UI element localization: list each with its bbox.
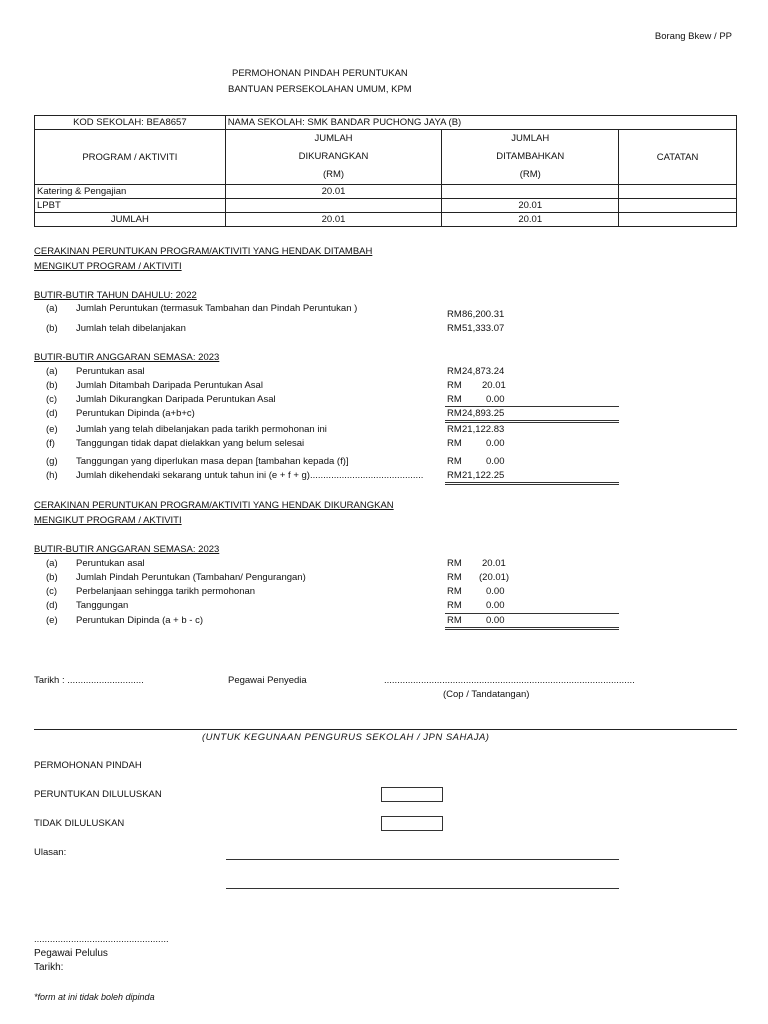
item-label: Tanggungan: [76, 600, 129, 611]
signature-dots: ...............................................................................................: [384, 675, 635, 686]
rejected-label: TIDAK DILULUSKAN: [34, 818, 125, 829]
item-amount: 24,873.24: [462, 366, 505, 377]
school-name: NAMA SEKOLAH: SMK BANDAR PUCHONG JAYA (B): [225, 116, 736, 130]
row-plus: 20.01: [442, 199, 619, 213]
school-code: KOD SEKOLAH: BEA8657: [35, 116, 226, 130]
item-label: Peruntukan asal: [76, 366, 145, 377]
row-note: [619, 185, 737, 199]
item-letter: (b): [46, 323, 58, 334]
item-letter: (f): [46, 438, 55, 449]
item-amount: 0.00: [486, 394, 505, 405]
item-currency: RM: [447, 394, 462, 405]
item-amount: 0.00: [486, 586, 505, 597]
minus-heading-1: CERAKINAN PERUNTUKAN PROGRAM/AKTIVITI YANG HENDAK DIKURANGKAN: [34, 500, 394, 511]
form-title-line1: PERMOHONAN PINDAH PERUNTUKAN: [232, 68, 408, 79]
office-heading: (UNTUK KEGUNAAN PENGURUS SEKOLAH / JPN SAHAJA): [202, 732, 490, 743]
rejected-checkbox[interactable]: [381, 816, 443, 831]
table-row: [35, 185, 737, 199]
item-letter: (a): [46, 558, 58, 569]
item-label: Jumlah Peruntukan (termasuk Tambahan dan Pindah Peruntukan ): [76, 303, 358, 314]
row-note: [619, 199, 737, 213]
item-letter: (h): [46, 470, 58, 481]
minus-heading-2: MENGIKUT PROGRAM / AKTIVITI: [34, 515, 182, 526]
item-amount: (20.01): [479, 572, 510, 583]
sum-line: [445, 627, 619, 628]
item-amount: 21,122.25: [462, 470, 505, 481]
item-currency: RM: [447, 438, 462, 449]
approver-date-label: Tarikh:: [34, 962, 64, 973]
school-row: [35, 116, 737, 130]
item-label: Tanggungan yang diperlukan masa depan [tambahan kepada (f)]: [76, 456, 349, 467]
item-letter: (a): [46, 366, 58, 377]
item-letter: (g): [46, 456, 58, 467]
table-total-row: [35, 213, 737, 227]
item-label: Peruntukan Dipinda (a + b - c): [76, 615, 203, 626]
sum-line: [445, 629, 619, 630]
item-currency: RM: [447, 408, 462, 419]
remarks-line[interactable]: [226, 859, 619, 860]
total-plus: 20.01: [442, 213, 619, 227]
col-minus-header: JUMLAH DIKURANGKAN (RM): [225, 130, 442, 185]
table-row: [35, 199, 737, 213]
item-currency: RM: [447, 323, 462, 334]
item-letter: (c): [46, 394, 58, 405]
item-label: Jumlah dikehendaki sekarang untuk tahun ini (e + f + g)...........................................: [76, 470, 424, 481]
item-currency: RM: [447, 456, 462, 467]
table-header-row: [35, 130, 737, 185]
minus-cur-heading: BUTIR-BUTIR ANGGARAN SEMASA: 2023: [34, 544, 220, 555]
item-amount: 0.00: [486, 600, 505, 611]
item-label: Jumlah Pindah Peruntukan (Tambahan/ Pengurangan): [76, 572, 306, 583]
item-label: Jumlah Ditambah Daripada Peruntukan Asal: [76, 380, 263, 391]
officer-label: Pegawai Penyedia: [228, 675, 307, 686]
item-label: Jumlah telah dibelanjakan: [76, 323, 186, 334]
item-letter: (d): [46, 408, 58, 419]
item-label: Jumlah yang telah dibelanjakan pada tarikh permohonan ini: [76, 424, 327, 435]
col-plus-header: JUMLAH DITAMBAHKAN (RM): [442, 130, 619, 185]
add-cur-heading: BUTIR-BUTIR ANGGARAN SEMASA: 2023: [34, 352, 220, 363]
item-amount: 51,333.07: [462, 323, 505, 334]
add-heading-2: MENGIKUT PROGRAM / AKTIVITI: [34, 261, 182, 272]
item-amount: 0.00: [486, 438, 505, 449]
sum-line: [445, 422, 619, 423]
item-currency: RM: [447, 380, 462, 391]
date-field: Tarikh : .............................: [34, 675, 144, 686]
sum-line: [445, 484, 619, 485]
footnote: *form at ini tidak boleh dipinda: [34, 992, 155, 1002]
row-program: Katering & Pengajian: [35, 185, 226, 199]
program-table: [34, 115, 737, 227]
row-program: LPBT: [35, 199, 226, 213]
item-currency: RM: [447, 309, 462, 320]
approver-label: Pegawai Pelulus: [34, 948, 108, 959]
item-letter: (b): [46, 572, 58, 583]
item-currency: RM: [447, 572, 462, 583]
item-currency: RM: [447, 366, 462, 377]
item-label: Tanggungan tidak dapat dielakkan yang belum selesai: [76, 438, 305, 449]
item-letter: (e): [46, 615, 58, 626]
item-currency: RM: [447, 586, 462, 597]
divider: [34, 729, 737, 730]
item-currency: RM: [447, 600, 462, 611]
sum-line: [445, 406, 619, 407]
row-minus: [225, 199, 442, 213]
item-currency: RM: [447, 558, 462, 569]
row-minus: 20.01: [225, 185, 442, 199]
item-amount: 0.00: [486, 615, 505, 626]
form-title-line2: BANTUAN PERSEKOLAHAN UMUM, KPM: [228, 84, 412, 95]
sum-line: [445, 613, 619, 614]
add-heading-1: CERAKINAN PERUNTUKAN PROGRAM/AKTIVITI YANG HENDAK DITAMBAH: [34, 246, 373, 257]
total-minus: 20.01: [225, 213, 442, 227]
approved-checkbox[interactable]: [381, 787, 443, 802]
col-note-header: CATATAN: [619, 130, 737, 185]
item-letter: (b): [46, 380, 58, 391]
approver-dots: ...................................................: [34, 934, 169, 945]
sum-line: [445, 420, 619, 421]
sum-line: [445, 482, 619, 483]
item-amount: 24,893.25: [462, 408, 505, 419]
item-label: Perbelanjaan sehingga tarikh permohonan: [76, 586, 256, 597]
item-label: Jumlah Dikurangkan Daripada Peruntukan Asal: [76, 394, 276, 405]
stamp-label: (Cop / Tandatangan): [443, 689, 530, 700]
item-letter: (e): [46, 424, 58, 435]
form-code: Borang Bkew / PP: [654, 31, 732, 42]
item-currency: RM: [447, 615, 462, 626]
item-letter: (d): [46, 600, 58, 611]
total-label: JUMLAH: [35, 213, 226, 227]
total-note: [619, 213, 737, 227]
item-amount: 20.01: [482, 558, 506, 569]
remarks-label: Ulasan:: [34, 847, 67, 858]
item-amount: 0.00: [486, 456, 505, 467]
item-letter: (a): [46, 303, 58, 314]
item-label: Peruntukan Dipinda (a+b+c): [76, 408, 195, 419]
item-amount: 86,200.31: [462, 309, 505, 320]
item-currency: RM: [447, 424, 462, 435]
remarks-line[interactable]: [226, 888, 619, 889]
item-currency: RM: [447, 470, 462, 481]
row-plus: [442, 185, 619, 199]
item-amount: 21,122.83: [462, 424, 505, 435]
approved-label: PERUNTUKAN DILULUSKAN: [34, 789, 162, 800]
item-letter: (c): [46, 586, 58, 597]
add-prev-heading: BUTIR-BUTIR TAHUN DAHULU: 2022: [34, 290, 197, 301]
col-program-header: PROGRAM / AKTIVITI: [35, 130, 226, 185]
item-amount: 20.01: [482, 380, 506, 391]
transfer-label: PERMOHONAN PINDAH: [34, 760, 142, 771]
item-label: Peruntukan asal: [76, 558, 145, 569]
